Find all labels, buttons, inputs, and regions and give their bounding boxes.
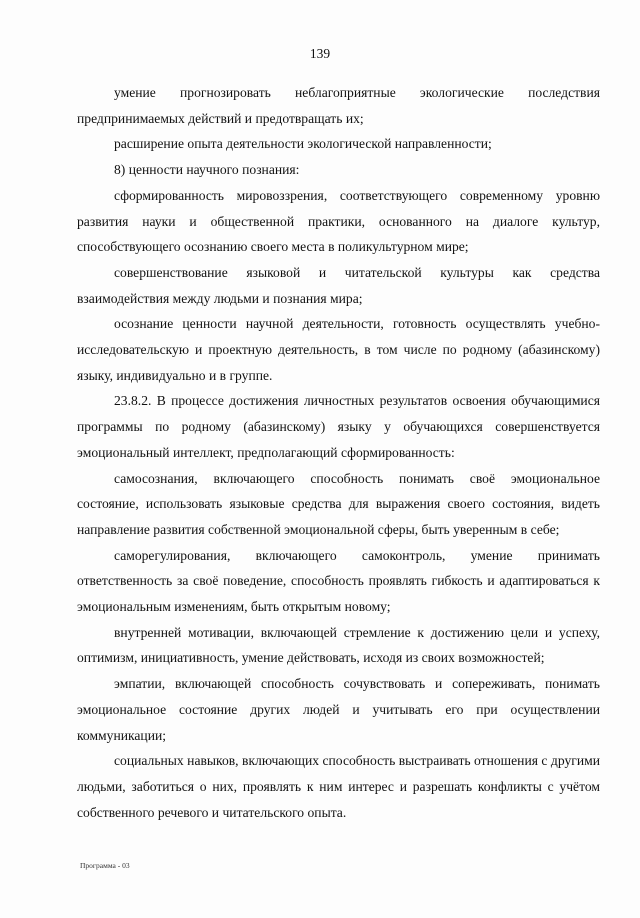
paragraph-5: совершенствование языковой и читательской культуры как средства взаимодействия между людьми и познания мира; [77,264,600,306]
paragraph-11: эмпатии, включающей способность сочувствовать и сопереживать, понимать эмоциональное состояние других людей и учитывать его при осуществлении коммуникации; [77,676,600,743]
paragraph-3: 8) ценности научного познания: [114,162,300,178]
page-number: 139 [309,46,331,61]
paragraph-4: сформированность мировоззрения, соответствующего современному уровню развития науки и общественной практики, основанного на диалоге культур, способствующего осознанию своего места в поликультурном мире; [77,187,600,255]
paragraph-7: 23.8.2. В процессе достижения личностных результатов освоения обучающимися программы по родному (абазинскому) языку у обучающихся совершенствуется эмоциональный интеллект, предполагающий сформированность: [77,393,600,460]
paragraph-2: расширение опыта деятельности экологической направленности; [114,136,492,152]
paragraph-10: внутренней мотивации, включающей стремление к достижению цели и успеху, оптимизм, инициативность, умение действовать, исходя из своих возможностей; [77,624,600,666]
page-body [77,80,600,825]
page-footer: Программа - 03 [80,861,130,870]
paragraph-12: социальных навыков, включающих способность выстраивать отношения с другими людьми, заботиться о них, проявлять к ним интерес и разрешать конфликты с учётом собственного речевого и читательского опыта. [77,753,600,820]
paragraph-8: самосознания, включающего способность понимать своё эмоциональное состояние, использовать языковые средства для выражения своего состояния, видеть направление развития собственной эмоциональной сферы, быть уверенным в себе; [77,470,600,537]
paragraph-6: осознание ценности научной деятельности, готовность осуществлять учебно-исследовательскую и проектную деятельность, в том числе по родному (абазинскому) языку, индивидуально и в группе. [77,316,600,383]
paragraph-1: умение прогнозировать неблагоприятные экологические последствия предпринимаемых действий и предотвращать их; [77,85,600,126]
paragraph-9: саморегулирования, включающего самоконтроль, умение принимать ответственность за своё поведение, способность проявлять гибкость и адаптироваться к эмоциональным изменениям, быть открытым новому; [77,547,600,615]
